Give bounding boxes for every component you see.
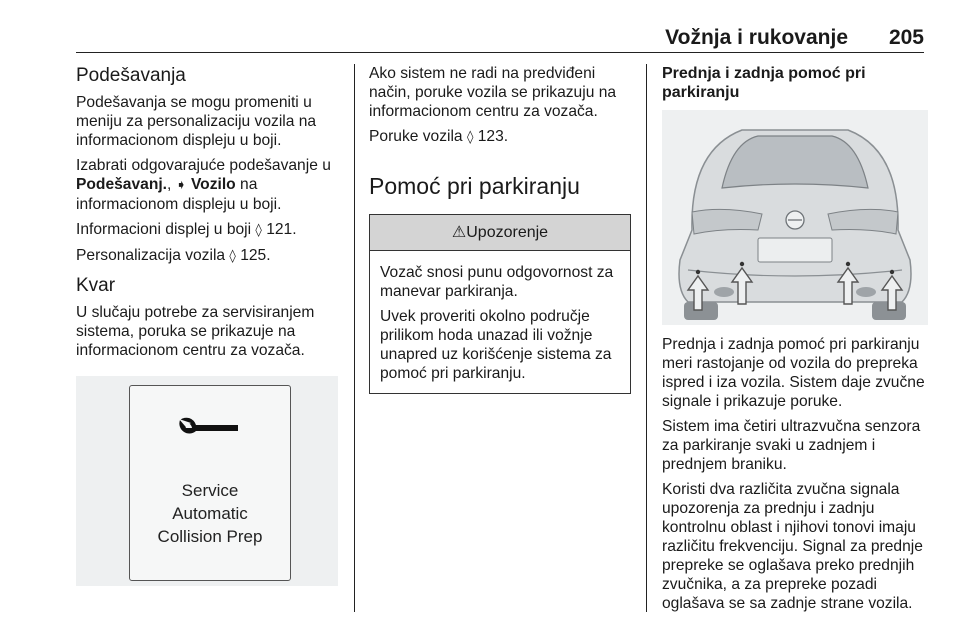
reference-vehicle-messages[interactable]: Poruke vozila ◊ 123. xyxy=(369,128,509,145)
column-divider-2 xyxy=(646,64,647,612)
display-panel xyxy=(129,385,291,581)
parking-assist-heading: Pomoć pri parkiranju xyxy=(369,173,580,199)
reference-icon: ◊ xyxy=(255,223,262,238)
fault-heading: Kvar xyxy=(76,275,116,296)
chapter-title: Vožnja i rukovanje xyxy=(665,26,848,49)
menu-vehicle-label: Vozilo xyxy=(190,176,236,193)
reference-icon: ◊ xyxy=(229,249,236,264)
front-rear-assist-heading: Prednja i zadnja pomoć pri parkiranju xyxy=(662,65,866,101)
assist-paragraph-2: Sistem ima četiri ultrazvučna senzora za parkiranje svaki u zadnjem i prednjem braniku. xyxy=(662,418,921,473)
warning-text-2: Uvek proveriti okolno područje prilikom hoda unazad ili vožnje unapred uz korišćenje sistema za pomoć pri parkiranju. xyxy=(380,308,612,382)
column-2 xyxy=(369,64,631,642)
reference-personalization[interactable]: Personalizacija vozila ◊ 125. xyxy=(76,247,271,264)
column-divider-1 xyxy=(354,64,355,612)
car-rear-figure xyxy=(662,110,928,325)
warning-text-1: Vozač snosi punu odgovornost za manevar parkiranja. xyxy=(380,264,614,300)
warning-header xyxy=(370,215,630,251)
car-rear-illustration xyxy=(662,110,928,325)
page-header xyxy=(76,26,924,53)
warning-box xyxy=(369,214,631,394)
settings-paragraph-2: Izabrati odgovarajuće podešavanje u Podešavanj., ➧ Vozilo na informacionom displeju u boji. xyxy=(76,157,331,213)
menu-settings-label: Podešavanj. xyxy=(76,176,168,193)
reference-icon: ◊ xyxy=(466,130,474,145)
fault-paragraph: U slučaju potrebe za servisiranjem sistema, poruka se prikazuje na informacionom centru za vozača. xyxy=(76,304,315,359)
arrow-icon: ➧ xyxy=(175,178,187,193)
column-3 xyxy=(662,64,928,642)
malfunction-paragraph: Ako sistem ne radi na predviđeni način, poruke vozila se prikazuju na informacionom centru za vozača. xyxy=(369,65,617,120)
service-message-text: Service Automatic Collision Prep xyxy=(157,481,263,546)
settings-heading: Podešavanja xyxy=(76,65,186,86)
warning-icon: ⚠ xyxy=(451,222,467,241)
page-number: 205 xyxy=(888,26,924,49)
warning-body xyxy=(370,251,630,393)
assist-paragraph-1: Prednja i zadnja pomoć pri parkiranju meri rastojanje od vozila do prepreka ispred i iza vozila. Sistem daje zvučne signale i prikazuje poruke. xyxy=(662,336,925,410)
assist-paragraph-3: Koristi dva različita zvučna signala upozorenja za prednju i zadnju kontrolnu oblast i njihovi tonovi imaju različitu frekvenciju. Signal za prednje prepreke se oglašava preko prednjih zvučnika, a za prepreke pozadi oglašava se sa zadnje strane vozila. xyxy=(662,481,923,612)
service-message-figure xyxy=(76,376,338,586)
warning-title: Upozorenje xyxy=(466,224,549,241)
column-1 xyxy=(76,64,342,642)
reference-color-display[interactable]: Informacioni displej u boji ◊ 121. xyxy=(76,221,297,238)
wrench-icon xyxy=(178,414,240,440)
settings-paragraph-1: Podešavanja se mogu promeniti u meniju za personalizaciju vozila na informacionom displeju u boji. xyxy=(76,94,317,149)
